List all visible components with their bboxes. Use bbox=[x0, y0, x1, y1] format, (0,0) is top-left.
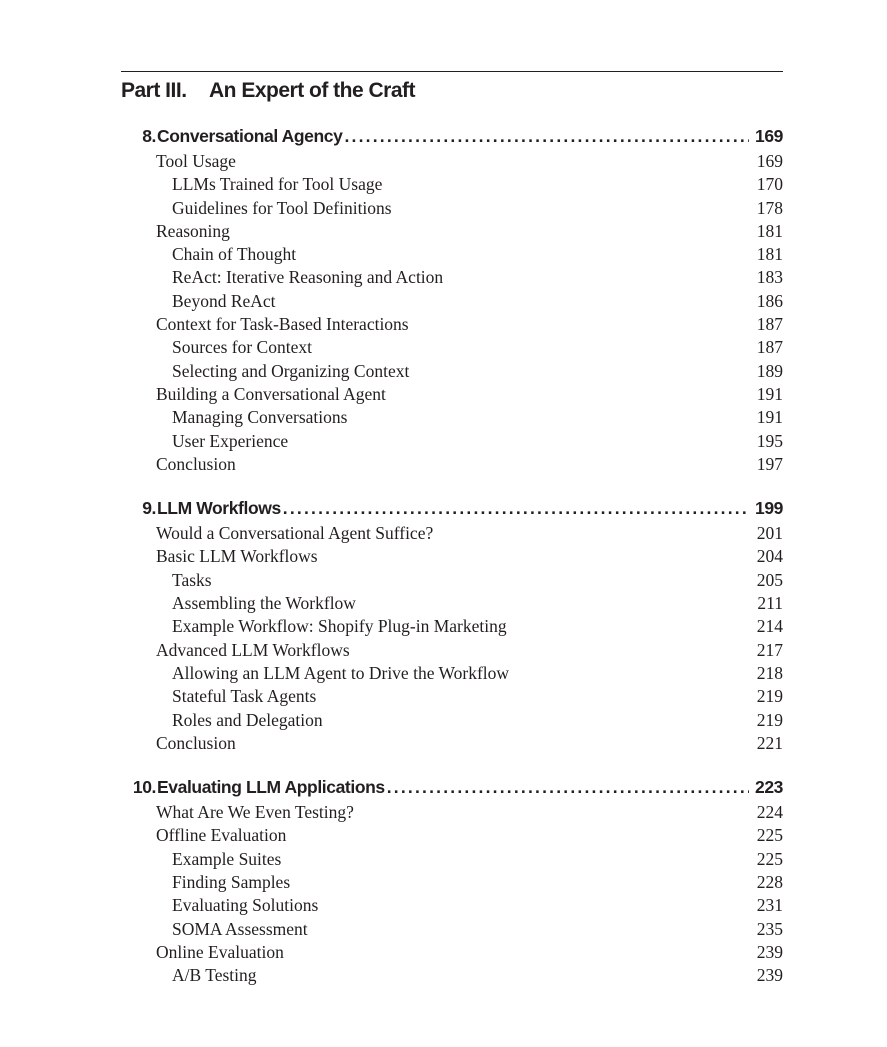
entry-page-number: 189 bbox=[756, 360, 783, 381]
entry-page-number: 217 bbox=[756, 639, 783, 660]
entry-page-number: 181 bbox=[756, 220, 783, 241]
entry-label: Online Evaluation bbox=[156, 941, 284, 962]
dot-leader bbox=[283, 498, 749, 519]
chapter-number: 8. bbox=[142, 126, 156, 146]
top-rule bbox=[121, 71, 783, 72]
entry-page-number: 239 bbox=[756, 965, 783, 986]
part-title: An Expert of the Craft bbox=[209, 79, 416, 102]
entry-page-number: 178 bbox=[756, 197, 783, 218]
entry-page-number: 204 bbox=[756, 546, 783, 567]
entry-label: Tasks bbox=[172, 569, 212, 590]
part-heading bbox=[121, 79, 783, 107]
entry-page-number: 225 bbox=[756, 848, 783, 869]
subsection-entry[interactable] bbox=[121, 267, 783, 290]
dot-leader bbox=[344, 126, 749, 147]
subsection-entry[interactable] bbox=[121, 593, 783, 616]
entry-label: Would a Conversational Agent Suffice? bbox=[156, 523, 434, 544]
section-entry[interactable] bbox=[121, 523, 783, 546]
entry-page-number: 228 bbox=[756, 872, 783, 893]
entry-label: Roles and Delegation bbox=[172, 709, 323, 730]
section-entry[interactable] bbox=[121, 825, 783, 848]
entry-label: User Experience bbox=[172, 430, 289, 451]
chapter-number: 9. bbox=[142, 498, 156, 519]
subsection-entry[interactable] bbox=[121, 361, 783, 384]
entry-label: What Are We Even Testing? bbox=[156, 802, 354, 823]
entry-label: Conclusion bbox=[156, 453, 236, 474]
entry-page-number: 195 bbox=[756, 430, 783, 451]
entry-label: SOMA Assessment bbox=[172, 918, 308, 939]
table-of-contents bbox=[121, 126, 783, 989]
entry-page-number: 191 bbox=[756, 383, 783, 404]
entry-page-number: 191 bbox=[756, 407, 783, 428]
chapter-heading[interactable] bbox=[121, 498, 783, 523]
entry-label: Context for Task-Based Interactions bbox=[156, 314, 409, 335]
subsection-entry[interactable] bbox=[121, 895, 783, 918]
section-entry[interactable] bbox=[121, 733, 783, 756]
entry-label: Stateful Task Agents bbox=[172, 686, 317, 707]
chapter-title: LLM Workflows bbox=[157, 498, 281, 519]
entry-page-number: 211 bbox=[757, 593, 783, 614]
entry-page-number: 225 bbox=[756, 825, 783, 846]
entry-page-number: 235 bbox=[756, 918, 783, 939]
entry-page-number: 231 bbox=[756, 895, 783, 916]
chapter-title: Conversational Agency bbox=[157, 126, 343, 146]
entry-label: Evaluating Solutions bbox=[172, 895, 319, 916]
chapter-page-number: 169 bbox=[755, 126, 783, 146]
chapter-heading[interactable] bbox=[121, 126, 783, 151]
entry-page-number: 221 bbox=[756, 732, 783, 753]
entry-page-number: 219 bbox=[756, 709, 783, 730]
subsection-entry[interactable] bbox=[121, 431, 783, 454]
section-entry[interactable] bbox=[121, 546, 783, 569]
chapter-page-number: 223 bbox=[755, 777, 783, 798]
entry-label: ReAct: Iterative Reasoning and Action bbox=[172, 267, 444, 288]
entry-label: Managing Conversations bbox=[172, 407, 348, 428]
entry-label: Building a Conversational Agent bbox=[156, 383, 386, 404]
entry-label: Finding Samples bbox=[172, 872, 291, 893]
entry-label: Conclusion bbox=[156, 732, 236, 753]
entry-page-number: 186 bbox=[756, 290, 783, 311]
entry-page-number: 239 bbox=[756, 941, 783, 962]
entry-page-number: 187 bbox=[756, 337, 783, 358]
toc-page bbox=[121, 71, 783, 989]
subsection-entry[interactable] bbox=[121, 174, 783, 197]
entry-label: Offline Evaluation bbox=[156, 825, 287, 846]
entry-label: Example Workflow: Shopify Plug-in Marketing bbox=[172, 616, 507, 637]
chapter-page-number: 199 bbox=[755, 498, 783, 519]
chapter-title: Evaluating LLM Applications bbox=[157, 777, 385, 798]
entry-page-number: 224 bbox=[756, 802, 783, 823]
subsection-entry[interactable] bbox=[121, 965, 783, 988]
chapter-number: 10. bbox=[132, 777, 156, 798]
entry-page-number: 187 bbox=[756, 314, 783, 335]
section-entry[interactable] bbox=[121, 454, 783, 477]
section-entry[interactable] bbox=[121, 151, 783, 174]
chapter-section bbox=[121, 777, 783, 988]
entry-label: Example Suites bbox=[172, 848, 282, 869]
dot-leader bbox=[387, 777, 749, 798]
entry-page-number: 169 bbox=[756, 151, 783, 171]
subsection-entry[interactable] bbox=[121, 710, 783, 733]
entry-label: LLMs Trained for Tool Usage bbox=[172, 174, 383, 195]
entry-label: Chain of Thought bbox=[172, 244, 297, 265]
subsection-entry[interactable] bbox=[121, 198, 783, 221]
entry-page-number: 183 bbox=[756, 267, 783, 288]
entry-page-number: 214 bbox=[756, 616, 783, 637]
entry-label: Reasoning bbox=[156, 220, 230, 241]
subsection-entry[interactable] bbox=[121, 849, 783, 872]
subsection-entry[interactable] bbox=[121, 686, 783, 709]
entry-page-number: 197 bbox=[756, 453, 783, 474]
entry-label: Selecting and Organizing Context bbox=[172, 360, 410, 381]
entry-page-number: 170 bbox=[756, 174, 783, 195]
section-entry[interactable] bbox=[121, 942, 783, 965]
chapter-heading[interactable] bbox=[121, 777, 783, 802]
section-entry[interactable] bbox=[121, 640, 783, 663]
chapter-section bbox=[121, 126, 783, 477]
entry-label: A/B Testing bbox=[172, 965, 257, 986]
section-entry[interactable] bbox=[121, 384, 783, 407]
entry-page-number: 181 bbox=[756, 244, 783, 265]
chapter-section bbox=[121, 498, 783, 756]
entry-page-number: 219 bbox=[756, 686, 783, 707]
subsection-entry[interactable] bbox=[121, 663, 783, 686]
entry-label: Tool Usage bbox=[156, 151, 236, 171]
entry-page-number: 218 bbox=[756, 662, 783, 683]
subsection-entry[interactable] bbox=[121, 337, 783, 360]
subsection-entry[interactable] bbox=[121, 919, 783, 942]
subsection-entry[interactable] bbox=[121, 872, 783, 895]
section-entry[interactable] bbox=[121, 314, 783, 337]
subsection-entry[interactable] bbox=[121, 570, 783, 593]
entry-page-number: 201 bbox=[756, 523, 783, 544]
entry-label: Assembling the Workflow bbox=[172, 593, 356, 614]
entry-label: Beyond ReAct bbox=[172, 290, 276, 311]
subsection-entry[interactable] bbox=[121, 244, 783, 267]
section-entry[interactable] bbox=[121, 802, 783, 825]
entry-label: Advanced LLM Workflows bbox=[156, 639, 350, 660]
section-entry[interactable] bbox=[121, 221, 783, 244]
subsection-entry[interactable] bbox=[121, 291, 783, 314]
entry-label: Allowing an LLM Agent to Drive the Workflow bbox=[172, 662, 510, 683]
entry-label: Sources for Context bbox=[172, 337, 312, 358]
entry-label: Basic LLM Workflows bbox=[156, 546, 318, 567]
entry-label: Guidelines for Tool Definitions bbox=[172, 197, 392, 218]
entry-page-number: 205 bbox=[756, 569, 783, 590]
subsection-entry[interactable] bbox=[121, 407, 783, 430]
part-number: Part III. bbox=[121, 79, 187, 102]
subsection-entry[interactable] bbox=[121, 616, 783, 639]
